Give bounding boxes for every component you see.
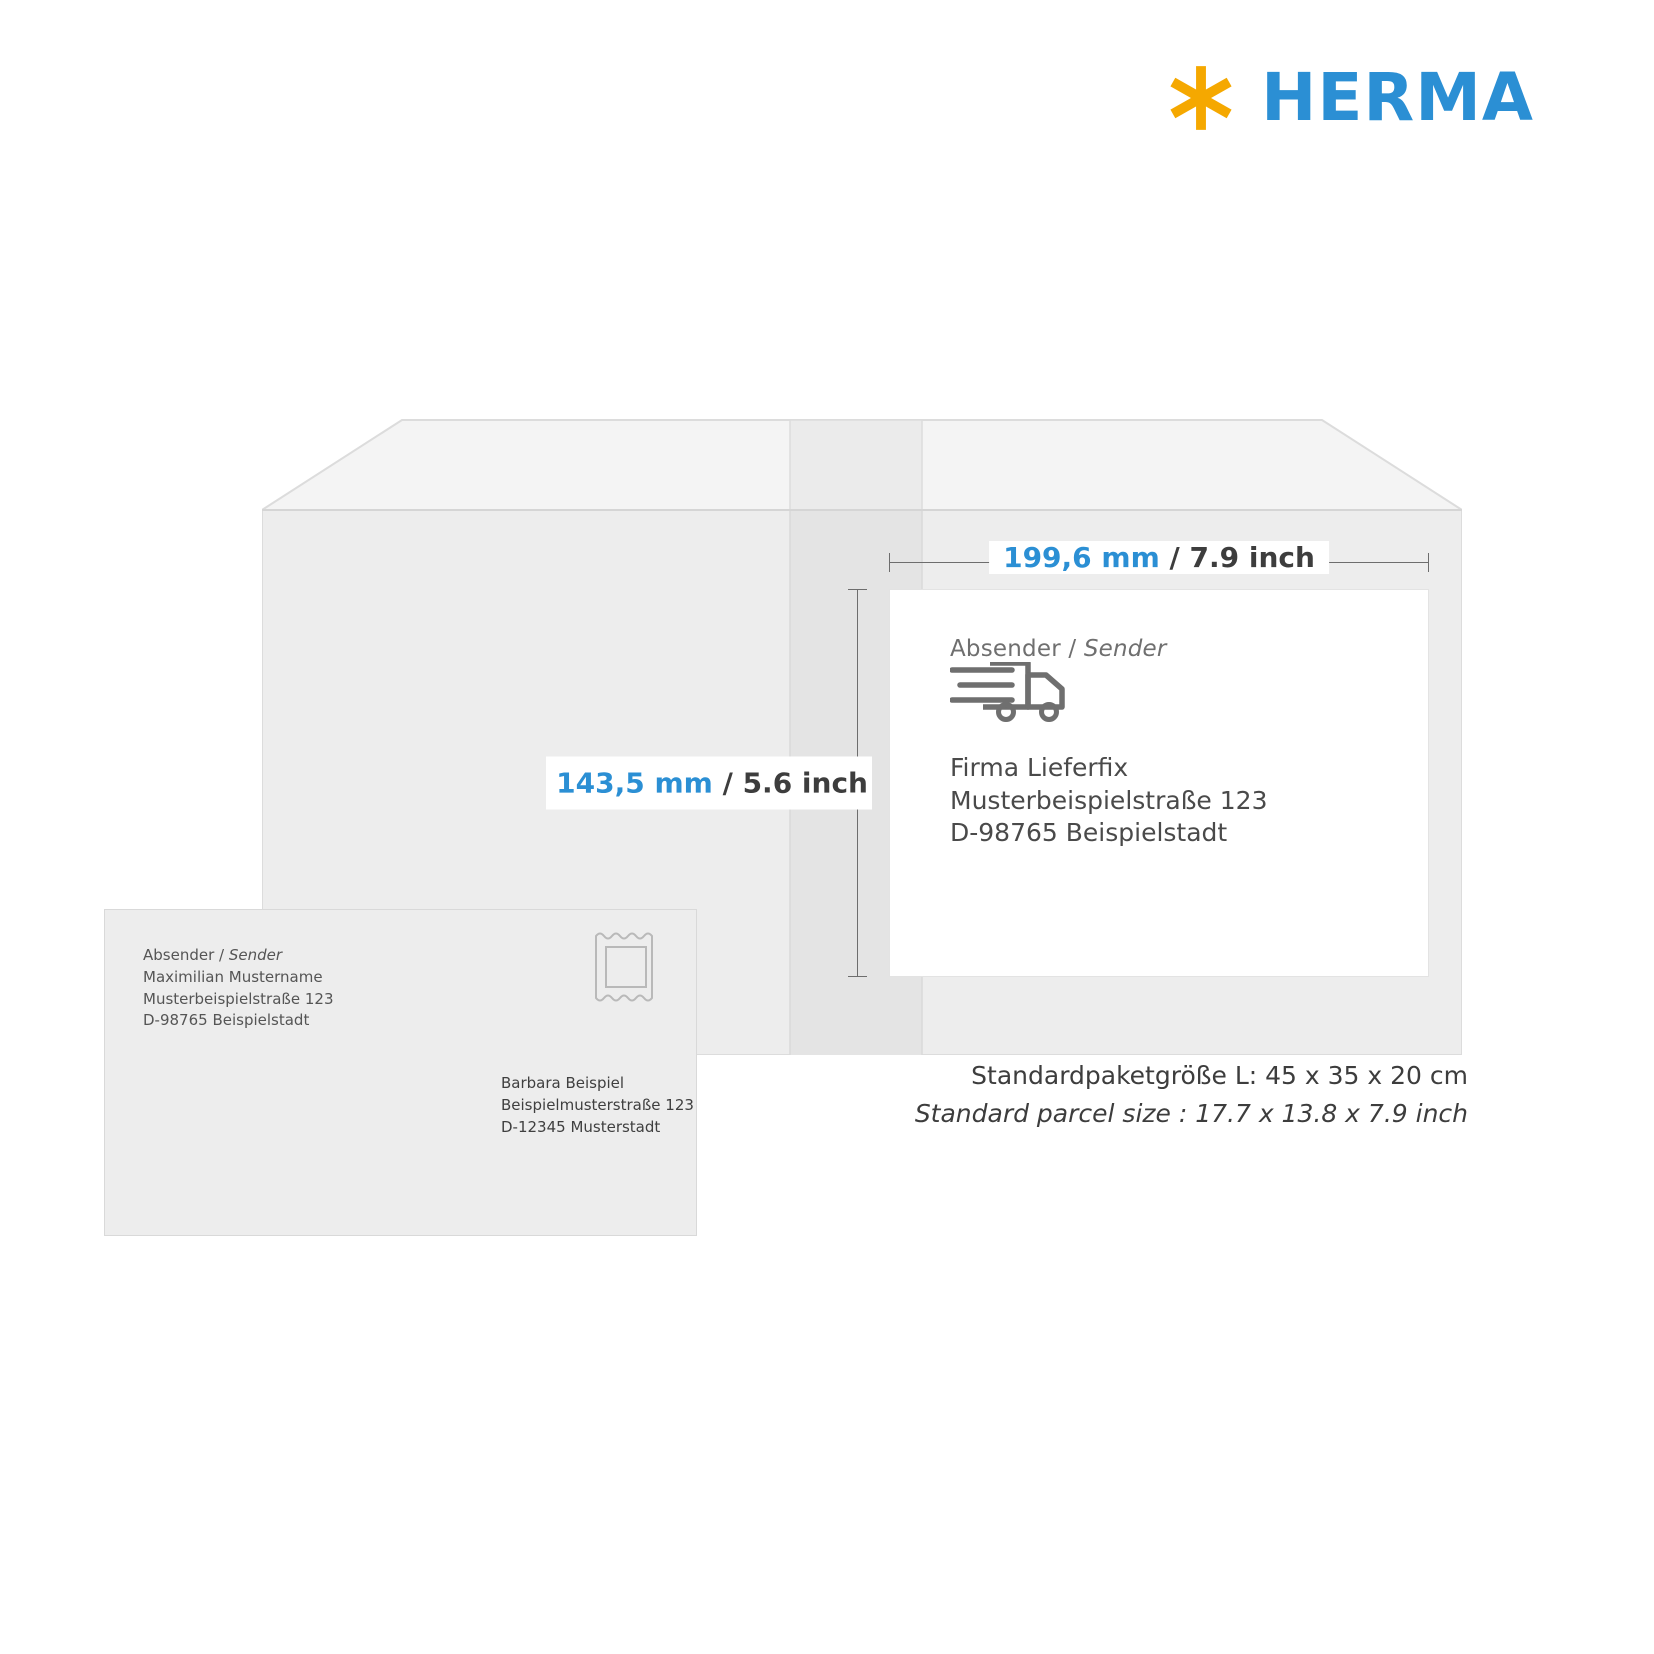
label-height-separator: /	[712, 766, 743, 800]
label-height-metric: 143,5 mm	[556, 766, 713, 800]
dimension-cap-right	[1428, 553, 1429, 572]
parcel-size-caption	[915, 1057, 1468, 1132]
envelope-sender-heading	[143, 945, 334, 967]
envelope-sender-line-2: Musterbeispielstraße 123	[143, 989, 334, 1008]
label-width-text	[989, 541, 1329, 574]
envelope-recipient-line-2: Beispielmusterstraße 123	[501, 1095, 694, 1114]
envelope-recipient-line-3: D-12345 Musterstadt	[501, 1117, 661, 1136]
caption-line-en: Standard parcel size : 17.7 x 13.8 x 7.9 inch	[914, 1098, 1468, 1128]
brand-logo	[1163, 60, 1534, 136]
envelope-recipient-block	[501, 1073, 694, 1138]
label-height-imperial: 5.6 inch	[742, 766, 868, 800]
envelope-sender-line-3: D-98765 Beispielstadt	[143, 1011, 310, 1030]
label-width-imperial: 7.9 inch	[1189, 541, 1315, 574]
label-width-dimension	[889, 541, 1429, 585]
caption-line-de: Standardpaketgröße L: 45 x 35 x 20 cm	[971, 1061, 1468, 1090]
shipping-label	[889, 589, 1429, 977]
envelope-sender-line-1: Maximilian Mustername	[143, 967, 323, 986]
label-width-metric: 199,6 mm	[1003, 541, 1160, 574]
label-width-separator: /	[1159, 541, 1190, 574]
envelope-recipient-line-1: Barbara Beispiel	[501, 1074, 625, 1092]
label-address-line-1: Firma Lieferfix	[950, 753, 1129, 782]
envelope-sender-block	[143, 945, 334, 1032]
envelope-sender-prefix: Absender /	[143, 946, 229, 964]
dimension-cap-left	[889, 553, 890, 572]
dimension-cap-top	[848, 589, 867, 590]
label-address-line-2: Musterbeispielstraße 123	[950, 785, 1268, 815]
brand-wordmark: HERMA	[1261, 59, 1534, 136]
label-address-line-3: D-98765 Beispielstadt	[950, 818, 1228, 847]
dimension-cap-bottom	[848, 976, 867, 977]
envelope-illustration	[104, 909, 697, 1236]
label-sender-heading	[950, 636, 1428, 662]
asterisk-icon	[1163, 60, 1239, 136]
envelope-sender-suffix: Sender	[228, 946, 283, 964]
label-sender-suffix: Sender	[1083, 636, 1167, 662]
delivery-truck-icon	[950, 709, 1070, 728]
label-sender-prefix: Absender /	[950, 636, 1084, 662]
label-height-text	[546, 757, 872, 810]
label-address-block	[950, 752, 1428, 850]
postage-stamp-icon	[591, 928, 661, 1006]
